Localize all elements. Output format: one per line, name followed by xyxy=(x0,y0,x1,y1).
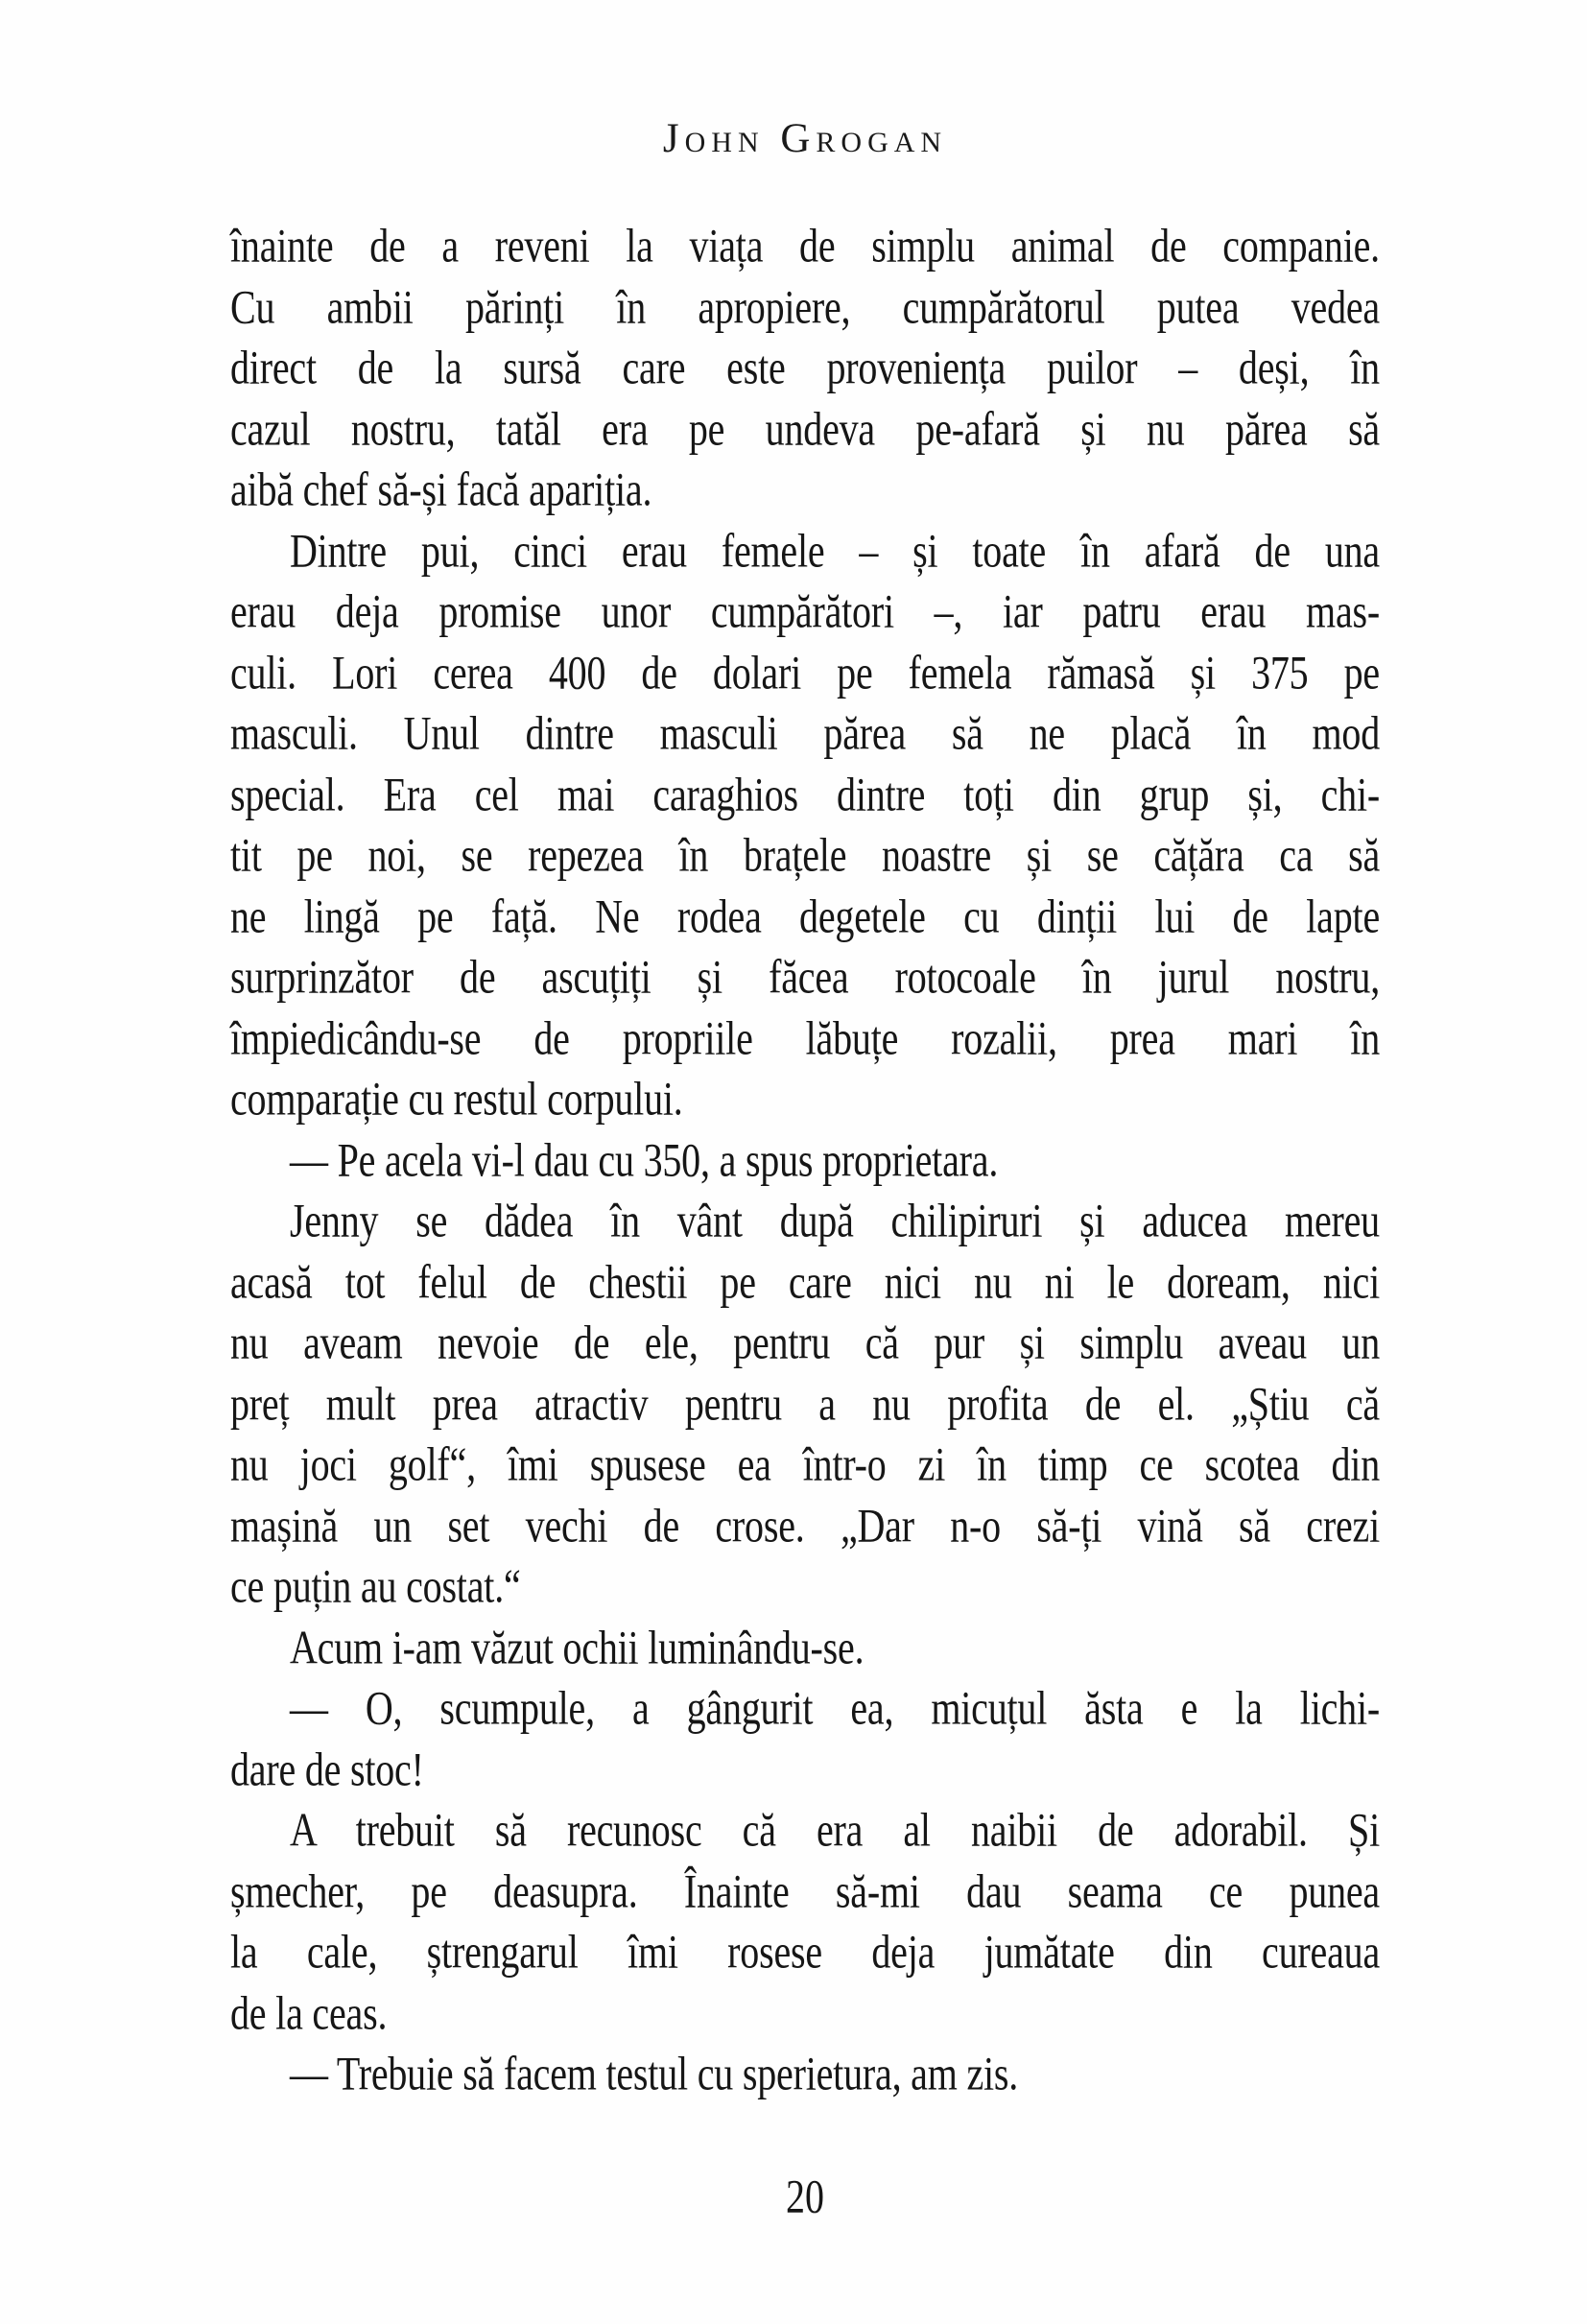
text-line: aibă chef să-și facă apariția. xyxy=(230,462,652,516)
running-header-author: John Grogan xyxy=(662,116,948,161)
text-line: preț mult prea atractiv pentru a nu profita de el. „Știu că xyxy=(230,1375,1380,1431)
text-line: Acum i-am văzut ochii luminându-se. xyxy=(290,1619,865,1674)
text-line: A trebuit să recunosc că era al naibii de adorabil. Și xyxy=(290,1802,1380,1857)
text-line: tit pe noi, se repezea în brațele noastre și se cățăra ca să xyxy=(230,827,1380,882)
text-line: Cu ambii părinți în apropiere, cumpărătorul putea vedea xyxy=(230,278,1380,334)
text-line: special. Era cel mai caraghios dintre toți din grup și, chi- xyxy=(230,766,1380,821)
text-line: culi. Lori cerea 400 de dolari pe femela rămasă și 375 pe xyxy=(230,644,1380,700)
page-number: 20 xyxy=(786,2169,824,2223)
body-text-block xyxy=(230,215,1380,2104)
text-line: la cale, ștrengarul îmi rosese deja jumătate din cureaua xyxy=(230,1924,1380,1979)
text-line: nu aveam nevoie de ele, pentru că pur și simplu aveau un xyxy=(230,1315,1380,1369)
text-line: Dintre pui, cinci erau femele – și toate în afară de una xyxy=(290,522,1380,578)
text-line: mașină un set vechi de crose. „Dar n-o să-ți vină să crezi xyxy=(230,1497,1380,1553)
text-line: comparație cu restul corpului. xyxy=(230,1071,683,1126)
text-line: ce puțin au costat.“ xyxy=(230,1558,521,1613)
text-line: — Trebuie să facem testul cu sperietura, am zis. xyxy=(290,2046,1019,2100)
text-line: erau deja promise unor cumpărători –, iar patru erau mas- xyxy=(230,583,1380,638)
text-line: Jenny se dădea în vânt după chilipiruri și aducea mereu xyxy=(290,1193,1380,1247)
text-line: înainte de a reveni la viața de simplu animal de companie. xyxy=(230,218,1380,273)
text-line: împiedicându-se de propriile lăbuțe rozalii, prea mari în xyxy=(230,1009,1380,1065)
text-line: acasă tot felul de chestii pe care nici nu ni le doream, nici xyxy=(230,1253,1380,1309)
text-line: nu joci golf“, îmi spusese ea într-o zi în timp ce scotea din xyxy=(230,1436,1380,1491)
text-line: — Pe acela vi-l dau cu 350, a spus proprietara. xyxy=(290,1131,999,1187)
text-line: șmecher, pe deasupra. Înainte să-mi dau seama ce punea xyxy=(230,1862,1380,1918)
text-line: masculi. Unul dintre masculi părea să ne placă în mod xyxy=(230,705,1380,760)
text-line: — O, scumpule, a gângurit ea, micuțul ăsta e la lichi- xyxy=(290,1680,1380,1735)
text-line: cazul nostru, tatăl era pe undeva pe-afară și nu părea să xyxy=(230,400,1380,456)
text-line: ne lingă pe față. Ne rodea degetele cu dinții lui de lapte xyxy=(230,888,1380,943)
text-line: surprinzător de ascuțiți și făcea rotocoale în jurul nostru, xyxy=(230,949,1380,1004)
text-line: de la ceas. xyxy=(230,1984,388,2040)
text-line: direct de la sursă care este proveniența puilor – deși, în xyxy=(230,340,1380,394)
text-line: dare de stoc! xyxy=(230,1741,424,1796)
